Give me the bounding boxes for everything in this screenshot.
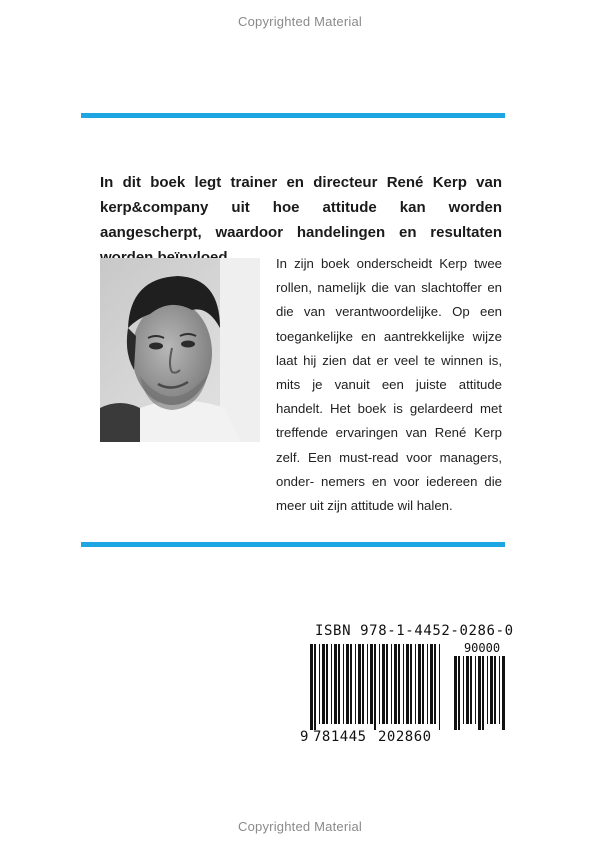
barcode-bar <box>422 644 424 724</box>
isbn-label: ISBN 978-1-4452-0286-0 <box>315 623 514 639</box>
barcode-bar <box>326 644 328 724</box>
barcode-bar <box>350 644 352 724</box>
barcode-digit-group-left: 781445 <box>313 729 367 744</box>
barcode-bar <box>403 644 404 724</box>
barcode-bar <box>334 644 337 724</box>
barcode-bar <box>430 644 433 724</box>
barcode-bar <box>427 644 428 724</box>
barcode-bar <box>382 644 385 724</box>
barcode-bar <box>482 656 484 730</box>
barcode-bar <box>466 656 469 724</box>
barcode-addon-bars <box>454 656 505 730</box>
barcode-bar <box>490 656 493 724</box>
barcode-bar <box>322 644 325 724</box>
description-paragraph: In zijn boek onderscheidt Kerp twee rollen, namelijk die van slachtoffer en die van verantwoordelijke. Op een toegankelijke en aantrekkelijke wijze laat hij zien dat er veel te winnen is, mits je vanuit een juiste attitude handelt. Het boek is gelardeerd met treffende ervaringen van René Kerp zelf. Een must-read voor managers, onder- nemers en voor iedereen die meer uit zijn attitude wil halen. <box>276 256 502 514</box>
barcode-bar <box>415 644 416 724</box>
barcode-addon-number: 90000 <box>463 641 501 655</box>
bottom-accent-rule <box>81 542 505 547</box>
barcode-bar <box>478 656 481 730</box>
top-accent-rule <box>81 113 505 118</box>
barcode-bar <box>418 644 421 724</box>
barcode-bar <box>386 644 388 724</box>
barcode-bar <box>346 644 349 724</box>
copyright-watermark-bottom: Copyrighted Material <box>238 819 362 834</box>
barcode-bar <box>319 644 320 724</box>
isbn-barcode <box>296 640 508 744</box>
barcode-digit-prefix: 9 <box>300 729 309 744</box>
barcode-bar <box>310 644 313 730</box>
barcode-bar <box>454 656 457 730</box>
barcode-bar <box>370 644 373 724</box>
barcode-bar <box>394 644 397 724</box>
barcode-bar <box>379 644 380 724</box>
barcode-digit-group-right: 202860 <box>378 729 432 744</box>
barcode-bar <box>463 656 464 724</box>
barcode-bar <box>502 656 505 730</box>
barcode-bar <box>475 656 476 724</box>
barcode-bar <box>494 656 496 724</box>
barcode-bar <box>358 644 361 724</box>
barcode-bar <box>470 656 472 724</box>
barcode-bar <box>391 644 392 724</box>
barcode-bar <box>499 656 500 724</box>
barcode-bar <box>314 644 316 730</box>
barcode-bar <box>398 644 400 724</box>
author-photo <box>100 258 260 442</box>
barcode-bar <box>355 644 356 724</box>
intro-paragraph: In dit boek legt trainer en directeur René Kerp van kerp&company uit hoe attitude kan worden aangescherpt, waardoor handelingen en resultaten <box>100 174 502 241</box>
barcode-bar <box>487 656 488 724</box>
barcode-bar <box>458 656 460 730</box>
copyright-watermark-top: Copyrighted Material <box>238 14 362 29</box>
barcode-bar <box>338 644 340 724</box>
barcode-bar <box>343 644 344 724</box>
barcode-bar <box>439 644 440 730</box>
barcode-main-bars <box>310 644 440 730</box>
barcode-bar <box>362 644 364 724</box>
barcode-bar <box>367 644 368 724</box>
barcode-bar <box>434 644 436 724</box>
barcode-bar <box>331 644 332 724</box>
barcode-bar <box>374 644 376 730</box>
barcode-bar <box>406 644 409 724</box>
barcode-bar <box>410 644 412 724</box>
author-portrait-icon <box>100 258 260 442</box>
